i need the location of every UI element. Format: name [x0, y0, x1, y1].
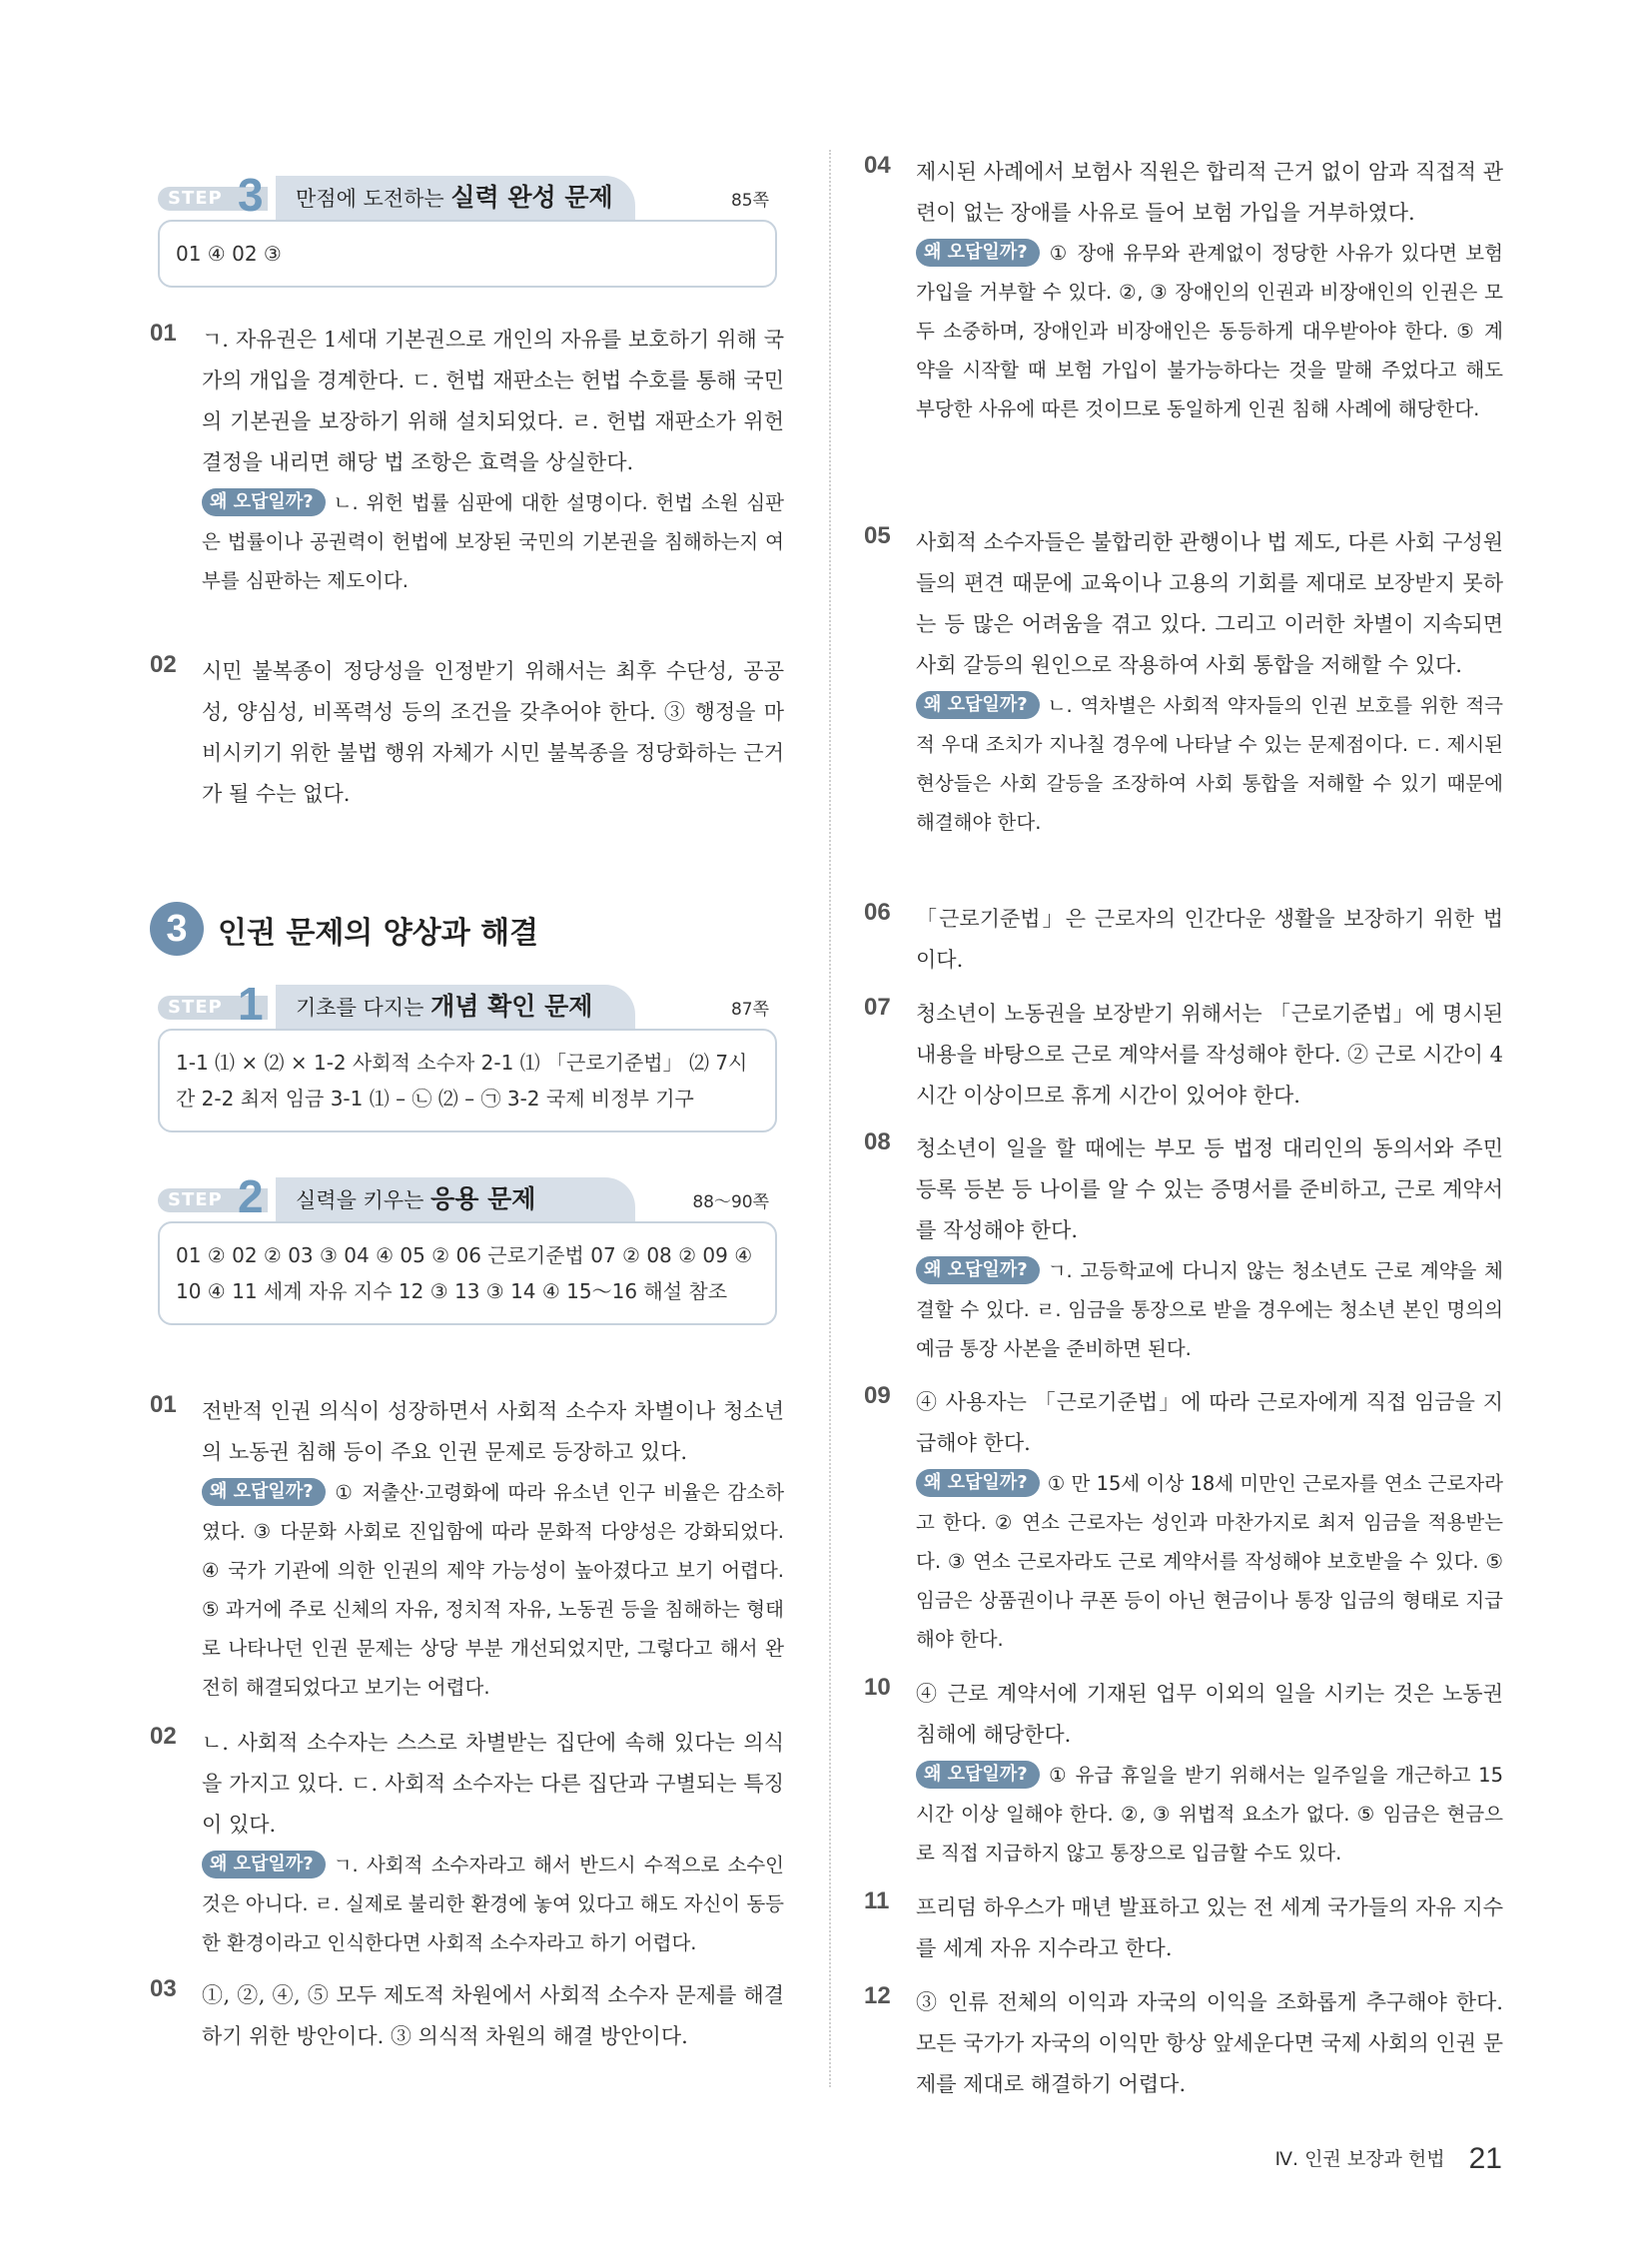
wrong-badge: 왜 오답일까?	[202, 1478, 326, 1506]
column-divider	[829, 150, 831, 2087]
wrong-note: 왜 오답일까? ① 장애 유무와 관계없이 정당한 사유가 있다면 보험 가입을 거부할 수 있다. ②, ③ 장애인의 인권과 비장애인의 인권은 모두 소중하며, 장애인과 비장애인은 동등하게 대우받아야 한다. ⑤ 계약을 시작할 때 보험 가입이 불가능하다는 것을 말해 주었다고 해도 부당한 사유에 따른 것이므로 동일하게 인권 침해 사례에 해당한다.	[916, 234, 1503, 428]
question-item	[150, 651, 784, 815]
wrong-note: 왜 오답일까? ① 유급 휴일을 받기 위해서는 일주일을 개근하고 15시간 이상 일해야 한다. ②, ③ 위법적 요소가 없다. ⑤ 임금은 현금으로 직접 지급하지 않고 통장으로 입금할 수도 있다.	[916, 1756, 1503, 1872]
answer-text: 제시된 사례에서 보험사 직원은 합리적 근거 없이 암과 직접적 관련이 없는 장애를 사유로 들어 보험 가입을 거부하였다.	[916, 160, 1503, 225]
wrong-badge: 왜 오답일까?	[916, 1256, 1040, 1284]
step-header	[158, 169, 777, 222]
answer-text: 「근로기준법」은 근로자의 인간다운 생활을 보장하기 위한 법이다.	[916, 907, 1503, 972]
step1-box	[158, 978, 777, 1132]
answer-text: 전반적 인권 의식이 성장하면서 사회적 소수자 차별이나 청소년의 노동권 침해 등이 주요 인권 문제로 등장하고 있다.	[202, 1399, 784, 1464]
step-header	[158, 1170, 777, 1223]
step-page-ref: 85쪽	[730, 191, 769, 211]
step-page-ref: 87쪽	[730, 1000, 769, 1020]
answer-box: 01 ④ 02 ③	[158, 220, 777, 288]
page-footer	[1274, 2142, 1502, 2176]
answer-text: 청소년이 일을 할 때에는 부모 등 법정 대리인의 동의서와 주민 등록 등본 등 나이를 알 수 있는 증명서를 준비하고, 근로 계약서를 작성해야 한다.	[916, 1136, 1503, 1242]
question-number: 12	[864, 1982, 891, 2009]
section-number: 3	[150, 902, 204, 956]
question-number: 09	[864, 1382, 891, 1409]
question-number: 03	[150, 1975, 177, 2002]
question-item	[864, 899, 1503, 981]
answer-text: ④ 근로 계약서에 기재된 업무 이외의 일을 시키는 것은 노동권 침해에 해당한다.	[916, 1682, 1503, 1747]
question-number: 02	[150, 1723, 177, 1750]
question-item	[150, 1391, 784, 1707]
wrong-badge: 왜 오답일까?	[916, 691, 1040, 719]
question-item	[864, 152, 1503, 428]
answer-box: 01 ② 02 ② 03 ③ 04 ④ 05 ② 06 근로기준법 07 ② 08 ② 09 ④ 10 ④ 11 세계 자유 지수 12 ③ 13 ③ 14 ④ 15～16 해설 참조	[158, 1221, 777, 1325]
wrong-note: 왜 오답일까? ㄴ. 위헌 법률 심판에 대한 설명이다. 헌법 소원 심판은 법률이나 공권력이 헌법에 보장된 국민의 기본권을 침해하는지 여부를 심판하는 제도이다.	[202, 483, 784, 600]
answer-text: ㄴ. 사회적 소수자는 스스로 차별받는 집단에 속해 있다는 의식을 가지고 있다. ㄷ. 사회적 소수자는 다른 집단과 구별되는 특징이 있다.	[202, 1731, 784, 1837]
wrong-note: 왜 오답일까? ㄱ. 고등학교에 다니지 않는 청소년도 근로 계약을 체결할 수 있다. ㄹ. 임금을 통장으로 받을 경우에는 청소년 본인 명의의 예금 통장 사본을 준비하면 된다.	[916, 1251, 1503, 1368]
wrong-note: 왜 오답일까? ① 만 15세 이상 18세 미만인 근로자를 연소 근로자라고 한다. ② 연소 근로자는 성인과 마찬가지로 최저 임금을 적용받는다. ③ 연소 근로자라도 근로 계약서를 작성해야 보호받을 수 있다. ⑤ 임금은 상품권이나 쿠폰 등이 아닌 현금이나 통장 입금의 형태로 지급해야 한다.	[916, 1464, 1503, 1659]
wrong-badge: 왜 오답일까?	[916, 1761, 1040, 1789]
answer-text: 프리덤 하우스가 매년 발표하고 있는 전 세계 국가들의 자유 지수를 세계 자유 지수라고 한다.	[916, 1895, 1503, 1960]
step-title: 만점에 도전하는 실력 완성 문제	[276, 176, 635, 220]
step-tag: STEP	[158, 187, 268, 211]
question-number: 10	[864, 1674, 891, 1701]
question-number: 11	[864, 1887, 890, 1914]
question-item	[864, 1674, 1503, 1872]
question-item	[864, 1382, 1503, 1659]
step-number: 1	[238, 978, 264, 1030]
question-item	[864, 522, 1503, 842]
page-number: 21	[1468, 2142, 1502, 2175]
wrong-badge: 왜 오답일까?	[916, 1469, 1040, 1497]
question-number: 08	[864, 1128, 891, 1155]
section-title: 인권 문제의 양상과 해결	[218, 916, 539, 951]
step-page-ref: 88～90쪽	[692, 1192, 769, 1212]
step-tag: STEP	[158, 1188, 268, 1212]
question-item	[864, 1128, 1503, 1368]
question-item	[150, 320, 784, 600]
wrong-note: 왜 오답일까? ㄴ. 역차별은 사회적 약자들의 인권 보호를 위한 적극적 우대 조치가 지나칠 경우에 나타날 수 있는 문제점이다. ㄷ. 제시된 현상들은 사회 갈등을 조장하여 사회 통합을 저해할 수 있기 때문에 해결해야 한다.	[916, 686, 1503, 842]
chapter-title: Ⅳ. 인권 보장과 헌법	[1274, 2148, 1445, 2170]
answer-text: ③ 인류 전체의 이익과 자국의 이익을 조화롭게 추구해야 한다. 모든 국가가 자국의 이익만 항상 앞세운다면 국제 사회의 인권 문제를 제대로 해결하기 어렵다.	[916, 1990, 1503, 2096]
question-item	[150, 1975, 784, 2057]
step-number: 3	[238, 169, 264, 221]
answer-text: ㄱ. 자유권은 1세대 기본권으로 개인의 자유를 보호하기 위해 국가의 개입을 경계한다. ㄷ. 헌법 재판소는 헌법 수호를 통해 국민의 기본권을 보장하기 위해 설치되었다. ㄹ. 헌법 재판소가 위헌 결정을 내리면 해당 법 조항은 효력을 상실한다.	[202, 328, 784, 474]
question-item	[150, 1723, 784, 1962]
question-item	[864, 1887, 1503, 1969]
step-tag: STEP	[158, 996, 268, 1020]
wrong-note: 왜 오답일까? ① 저출산·고령화에 따라 유소년 인구 비율은 감소하였다. ③ 다문화 사회로 진입함에 따라 문화적 다양성은 강화되었다. ④ 국가 기관에 의한 인권의 제약 가능성이 높아졌다고 보기 어렵다. ⑤ 과거에 주로 신체의 자유, 정치적 자유, 노동권 등을 침해하는 형태로 나타나던 인권 문제는 상당 부분 개선되었지만, 그렇다고 해서 완전히 해결되었다고 보기는 어렵다.	[202, 1473, 784, 1707]
step-header	[158, 978, 777, 1031]
question-number: 06	[864, 899, 891, 926]
question-number: 05	[864, 522, 891, 549]
wrong-badge: 왜 오답일까?	[916, 239, 1040, 267]
wrong-badge: 왜 오답일까?	[202, 1851, 326, 1878]
question-number: 04	[864, 152, 891, 179]
question-item	[864, 994, 1503, 1117]
step-title: 실력을 키우는 응용 문제	[276, 1177, 635, 1221]
answer-text: 사회적 소수자들은 불합리한 관행이나 법 제도, 다른 사회 구성원들의 편견 때문에 교육이나 고용의 기회를 제대로 보장받지 못하는 등 많은 어려움을 겪고 있다. 그리고 이러한 차별이 지속되면 사회 갈등의 원인으로 작용하여 사회 통합을 저해할 수 있다.	[916, 530, 1503, 677]
question-number: 01	[150, 1391, 177, 1418]
wrong-badge: 왜 오답일까?	[202, 488, 326, 516]
step-number: 2	[238, 1170, 264, 1222]
answer-text: ①, ②, ④, ⑤ 모두 제도적 차원에서 사회적 소수자 문제를 해결하기 위한 방안이다. ③ 의식적 차원의 해결 방안이다.	[202, 1983, 784, 2048]
answer-text: 청소년이 노동권을 보장받기 위해서는 「근로기준법」에 명시된 내용을 바탕으로 근로 계약서를 작성해야 한다. ② 근로 시간이 4시간 이상이므로 휴게 시간이 있어야 한다.	[916, 1002, 1503, 1108]
question-number: 07	[864, 994, 891, 1021]
step2-box	[158, 1170, 777, 1325]
step-title: 기초를 다지는 개념 확인 문제	[276, 985, 635, 1029]
answer-text: ④ 사용자는 「근로기준법」에 따라 근로자에게 직접 임금을 지급해야 한다.	[916, 1390, 1503, 1455]
question-number: 01	[150, 320, 177, 347]
question-number: 02	[150, 651, 177, 678]
answer-box: 1-1 ⑴ × ⑵ × 1-2 사회적 소수자 2-1 ⑴ 「근로기준법」 ⑵ 7시간 2-2 최저 임금 3-1 ⑴ – ㉡ ⑵ – ㉠ 3-2 국제 비정부 기구	[158, 1029, 777, 1132]
answer-text: 시민 불복종이 정당성을 인정받기 위해서는 최후 수단성, 공공성, 양심성, 비폭력성 등의 조건을 갖추어야 한다. ③ 행정을 마비시키기 위한 불법 행위 자체가 시민 불복종을 정당화하는 근거가 될 수는 없다.	[202, 659, 784, 806]
step3-box	[158, 169, 777, 288]
question-item	[864, 1982, 1503, 2105]
wrong-note: 왜 오답일까? ㄱ. 사회적 소수자라고 해서 반드시 수적으로 소수인 것은 아니다. ㄹ. 실제로 불리한 환경에 놓여 있다고 해도 자신이 동등한 환경이라고 인식한다면 사회적 소수자라고 하기 어렵다.	[202, 1846, 784, 1962]
